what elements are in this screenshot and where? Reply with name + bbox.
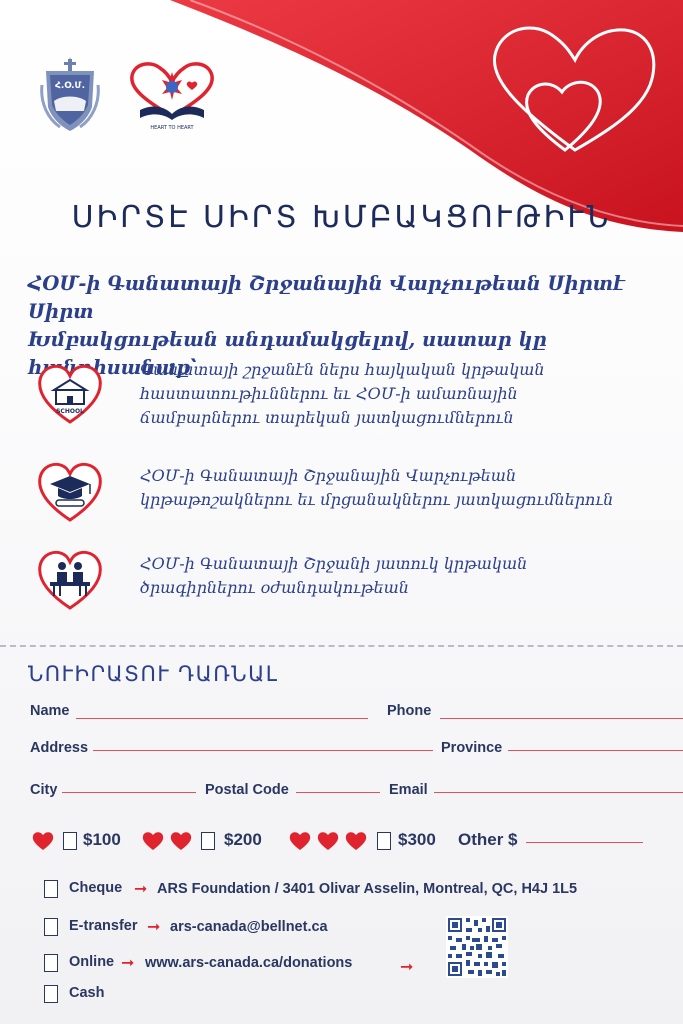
arrow-right-icon: ➞ (134, 879, 148, 898)
hom-crest-logo (38, 55, 102, 133)
province-field[interactable] (508, 750, 683, 751)
cash-label: Cash (69, 985, 105, 1001)
logo2-caption: HEART TO HEART (150, 125, 194, 131)
arrow-right-icon: ➞ (400, 957, 414, 976)
email-field[interactable] (434, 792, 683, 793)
arrow-right-icon: ➞ (147, 917, 161, 936)
etransfer-label: E-transfer (69, 918, 138, 934)
online-detail[interactable]: www.ars-canada.ca/donations (145, 955, 353, 971)
name-field[interactable] (76, 718, 368, 719)
province-label: Province (441, 740, 503, 756)
postal-code-label: Postal Code (205, 782, 289, 798)
online-label: Online (69, 954, 115, 970)
heart-icon (32, 831, 54, 851)
benefit-line: ճամբարներու տարեկան յատկացումներուն (140, 408, 514, 427)
other-amount-field[interactable] (526, 842, 643, 843)
benefit-line: ծրագիրներու օժանդակութեան (140, 578, 409, 597)
cheque-checkbox[interactable] (44, 880, 58, 898)
benefit-line: ՀՕՄ-ի Գանատայի Շրջանային Վարչութեան (140, 466, 517, 485)
cut-line (0, 645, 683, 647)
cheque-detail: ARS Foundation / 3401 Olivar Asselin, Montreal, QC, H4J 1L5 (157, 881, 578, 897)
svg-text:Հ.Օ.Մ.: Հ.Օ.Մ. (55, 81, 85, 91)
other-amount-label: Other $ (458, 830, 518, 849)
address-field[interactable] (93, 750, 433, 751)
postal-code-field[interactable] (296, 792, 380, 793)
benefit-line: ՀՕՄ-ի Գանատայի Շրջանի յատուկ կրթական (140, 554, 528, 573)
students-icon (36, 546, 104, 612)
etransfer-detail: ars-canada@bellnet.ca (170, 919, 328, 935)
city-label: City (30, 782, 58, 798)
email-label: Email (389, 782, 428, 798)
cash-checkbox[interactable] (44, 985, 58, 1003)
page-title: ՍԻՐՏԷ ՍԻՐՏ ԽՄԲԱԿՑՈՒԹԻՒՆ (71, 200, 612, 235)
amount-300-checkbox[interactable] (377, 832, 391, 850)
heart-icon (345, 831, 367, 851)
city-field[interactable] (62, 792, 196, 793)
amount-200-checkbox[interactable] (201, 832, 215, 850)
phone-label: Phone (387, 703, 432, 719)
amount-200-label: $200 (224, 830, 262, 849)
name-label: Name (30, 703, 70, 719)
cheque-label: Cheque (69, 880, 123, 896)
benefit-line: հաստատութիւններու եւ ՀՕՄ-ի ամառնային (140, 384, 518, 403)
benefit-line: Գանատայի շրջանէն ներս հայկական կրթական (140, 360, 545, 379)
heart-icon (170, 831, 192, 851)
qr-code[interactable] (446, 916, 508, 978)
graduation-icon (36, 458, 104, 524)
amount-300-label: $300 (398, 830, 436, 849)
subtitle-line: ՀՕՄ-ի Գանատայի Շրջանային Վարչութեան Սիրտէ Սիրտ (28, 272, 625, 323)
school-icon-label: SCHOOL (56, 408, 84, 415)
form-title: ՆՈՒԻՐԱՏՈՒ ԴԱՌՆԱԼ (28, 662, 279, 686)
heart-to-heart-logo (122, 60, 222, 132)
arrow-right-icon: ➞ (121, 953, 135, 972)
subtitle-line: Խմբակցութեան անդամակցելով, սատար կը հանդիսանաք՝ (28, 328, 547, 379)
amount-100-checkbox[interactable] (63, 832, 77, 850)
address-label: Address (30, 740, 89, 756)
heart-icon (142, 831, 164, 851)
online-checkbox[interactable] (44, 954, 58, 972)
school-icon (36, 360, 104, 426)
benefit-line: կրթաթոշակներու եւ մրցանակներու յատկացումներուն (140, 490, 614, 509)
etransfer-checkbox[interactable] (44, 918, 58, 936)
amount-100-label: $100 (83, 830, 121, 849)
phone-field[interactable] (440, 718, 683, 719)
heart-icon (317, 831, 339, 851)
heart-icon (289, 831, 311, 851)
